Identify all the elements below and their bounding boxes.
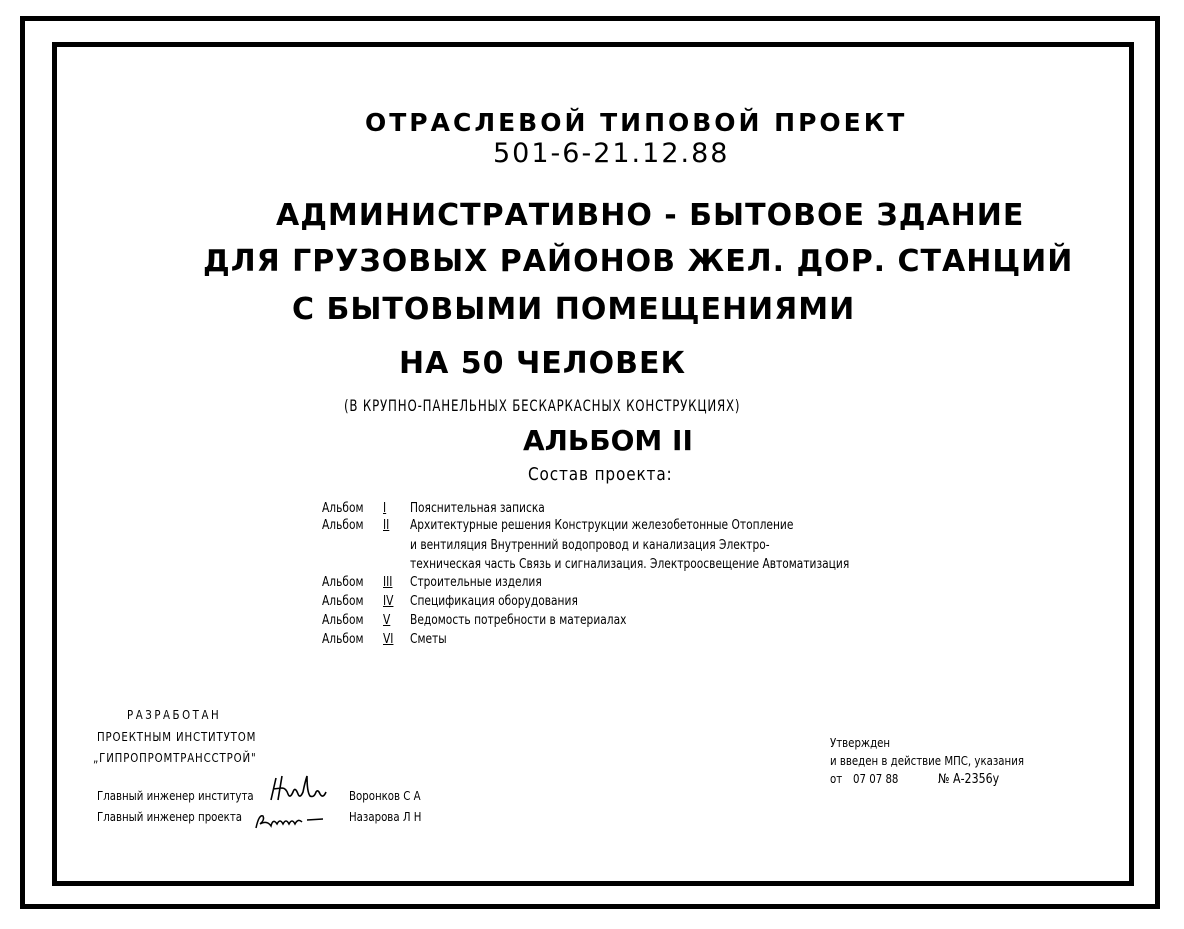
contents-label: Альбом bbox=[322, 518, 364, 533]
contents-text: Архитектурные решения Конструкции железобетонные Отопление bbox=[410, 518, 794, 533]
developed-heading: РАЗРАБОТАН bbox=[127, 708, 222, 722]
approved-heading: Утвержден bbox=[830, 736, 891, 750]
construction-subtitle: (В КРУПНО-ПАНЕЛЬНЫХ БЕСКАРКАСНЫХ КОНСТРУКЦИЯХ) bbox=[344, 396, 741, 415]
chief-engineer-institute-label: Главный инженер института bbox=[97, 789, 254, 803]
chief-engineer-institute-name: Воронков С А bbox=[349, 789, 421, 803]
contents-text: и вентиляция Внутренний водопровод и канализация Электро- bbox=[410, 538, 770, 553]
title-line-3: С БЫТОВЫМИ ПОМЕЩЕНИЯМИ bbox=[292, 292, 856, 327]
contents-text: Строительные изделия bbox=[410, 575, 542, 590]
developer-line: ПРОЕКТНЫМ ИНСТИТУТОМ bbox=[97, 730, 257, 744]
contents-label: Альбом bbox=[322, 632, 364, 647]
contents-number: V bbox=[383, 613, 391, 628]
approved-date-prefix: от bbox=[830, 772, 843, 786]
project-number: 501-6-21.12.88 bbox=[493, 138, 730, 169]
title-line-2: ДЛЯ ГРУЗОВЫХ РАЙОНОВ ЖЕЛ. ДОР. СТАНЦИЙ bbox=[203, 244, 1074, 279]
contents-label: Альбом bbox=[322, 594, 364, 609]
contents-text: Сметы bbox=[410, 632, 447, 647]
contents-number: VI bbox=[383, 632, 394, 647]
contents-number: II bbox=[383, 518, 390, 533]
contents-number: IV bbox=[383, 594, 394, 609]
contents-text: Ведомость потребности в материалах bbox=[410, 613, 627, 628]
contents-number: III bbox=[383, 575, 393, 590]
title-line-1: АДМИНИСТРАТИВНО - БЫТОВОЕ ЗДАНИЕ bbox=[276, 198, 1025, 233]
chief-engineer-project-label: Главный инженер проекта bbox=[97, 810, 243, 824]
contents-text: Пояснительная записка bbox=[410, 501, 545, 516]
developer-organization: „ГИПРОПРОМТРАНССТРОЙ" bbox=[93, 751, 257, 765]
contents-label: Альбом bbox=[322, 501, 364, 516]
contents-label: Альбом bbox=[322, 575, 364, 590]
chief-engineer-project-name: Назарова Л Н bbox=[349, 810, 422, 824]
approved-decree: и введен в действие МПС, указания bbox=[830, 754, 1024, 768]
contents-label: Альбом bbox=[322, 613, 364, 628]
approved-date: 07 07 88 bbox=[853, 772, 899, 786]
project-type-heading: ОТРАСЛЕВОЙ ТИПОВОЙ ПРОЕКТ bbox=[365, 108, 908, 137]
album-heading: АЛЬБОМ II bbox=[523, 424, 693, 457]
contents-text: техническая часть Связь и сигнализация. Электроосвещение Автоматизация bbox=[410, 557, 850, 572]
approved-number: № А-2356у bbox=[938, 772, 1000, 787]
contents-text: Спецификация оборудования bbox=[410, 594, 578, 609]
composition-heading: Состав проекта: bbox=[528, 464, 673, 485]
contents-number: I bbox=[383, 501, 387, 516]
signature-chief-engineer-project bbox=[253, 808, 325, 832]
signature-chief-engineer-institute bbox=[268, 772, 330, 804]
title-line-4: НА 50 ЧЕЛОВЕК bbox=[399, 346, 686, 381]
